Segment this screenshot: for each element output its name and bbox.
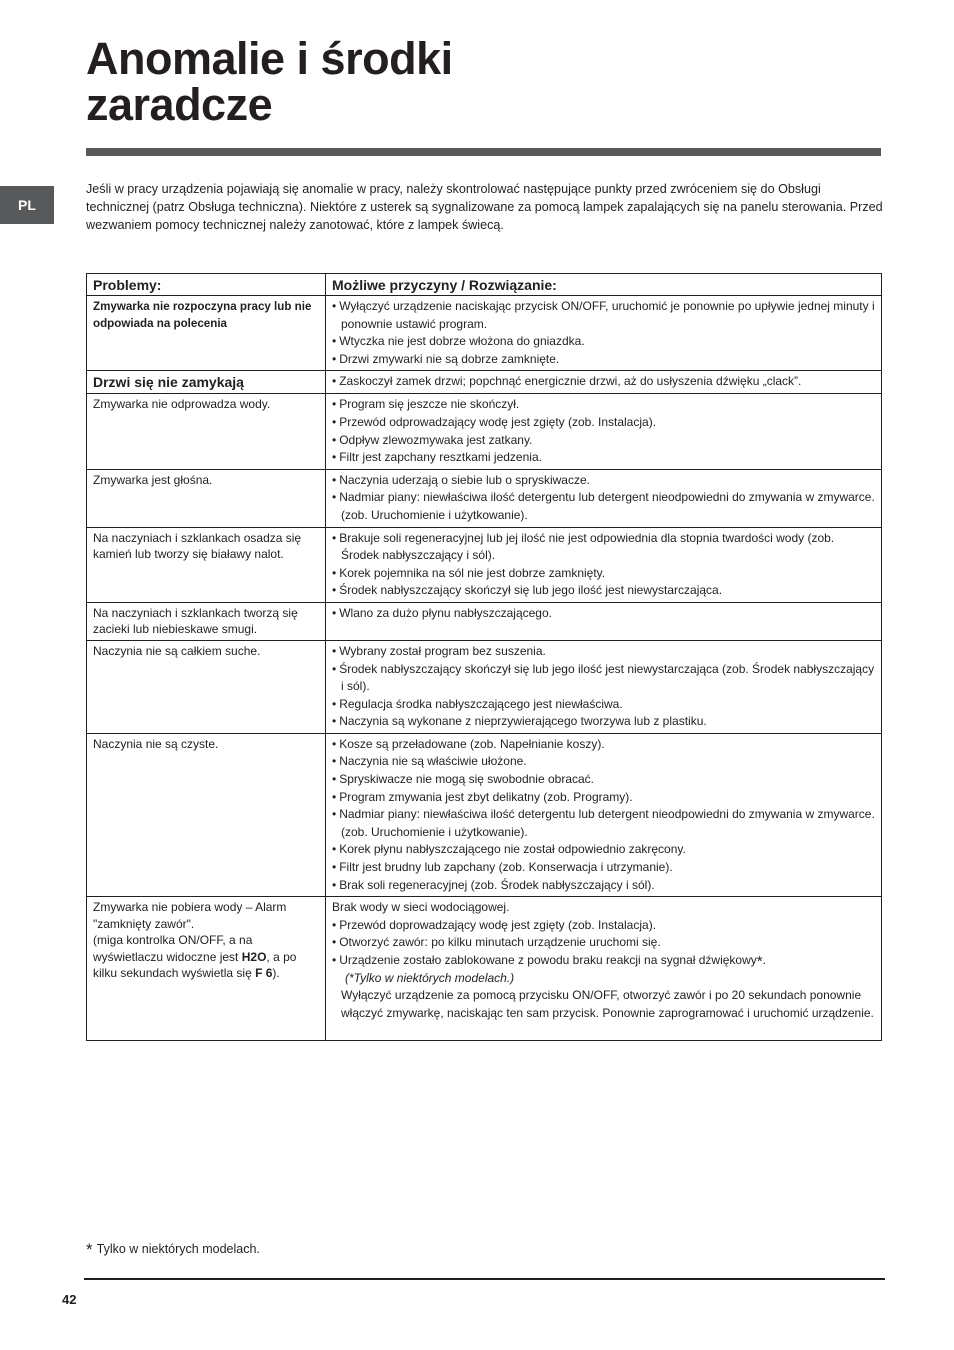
page-title bbox=[86, 33, 453, 130]
problem-text: , a po kilku sekundach wyświetla się bbox=[93, 949, 297, 981]
problem-cell: Zmywarka jest głośna. bbox=[87, 469, 326, 527]
problem-text: ). bbox=[272, 966, 280, 981]
cause-item: • Kosze są przeładowane (zob. Napełnianie koszy). bbox=[332, 736, 875, 754]
header-causes: Możliwe przyczyny / Rozwiązanie: bbox=[326, 274, 882, 296]
problem-cell: Naczynia nie są czyste. bbox=[87, 733, 326, 896]
title-line-2: zaradcze bbox=[86, 79, 273, 130]
problem-cell: Drzwi się nie zamykają bbox=[87, 371, 326, 394]
cause-item: • Drzwi zmywarki nie są dobrze zamknięte. bbox=[332, 351, 875, 369]
problem-cell: Na naczyniach i szklankach tworzą się zacieki lub niebieskawe smugi. bbox=[87, 602, 326, 640]
cause-item: • Spryskiwacze nie mogą się swobodnie obracać. bbox=[332, 771, 875, 789]
cause-text: Urządzenie zostało zablokowane z powodu braku reakcji na sygnał dźwiękowy bbox=[339, 953, 757, 967]
page-number: 42 bbox=[62, 1292, 77, 1307]
cause-item: • Naczynia nie są właściwie ułożone. bbox=[332, 753, 875, 771]
problem-cell: Zmywarka nie odprowadza wody. bbox=[87, 394, 326, 469]
intro-paragraph: Jeśli w pracy urządzenia pojawiają się anomalie w pracy, należy skontrolować następujące punkty przed zwróceniem się do Obsługi technicznej (patrz Obsługa techniczna). Niektóre z usterek są sygnalizowane za pomocą lampek zapalających się na panelu sterowania. Przed wezwaniem pomocy technicznej należy zanotować, które z lampek świecą. bbox=[86, 182, 883, 232]
title-divider bbox=[86, 148, 881, 156]
display-code-f6: F 6 bbox=[255, 966, 273, 981]
cause-item: • Korek płynu nabłyszczającego nie został odpowiednio zakręcony. bbox=[332, 841, 875, 859]
display-code-h2o: H2O bbox=[241, 949, 267, 964]
table-header-row bbox=[87, 274, 882, 296]
instruction-text: Wyłączyć urządzenie za pomocą przycisku ON/OFF, otworzyć zawór i po 20 sekundach ponownie włączyć zmywarkę, naciskając ten sam przycisk. Ponownie zaprogramować i uruchomić urządzenie. bbox=[341, 988, 874, 1020]
cause-item: • Środek nabłyszczający skończył się lub jego ilość jest niewystarczająca (zob. Środek nabłyszczający i sól). bbox=[332, 661, 875, 696]
table-row bbox=[87, 296, 882, 371]
problem-cell: Zmywarka nie rozpoczyna pracy lub nie odpowiada na polecenia bbox=[87, 296, 326, 371]
footnote-asterisk: * bbox=[86, 1240, 93, 1259]
causes-cell bbox=[326, 897, 882, 1041]
cause-item: • Program zmywania jest zbyt delikatny (zob. Programy). bbox=[332, 789, 875, 807]
problem-cell: Na naczyniach i szklankach osadza się kamień lub tworzy się białawy nalot. bbox=[87, 527, 326, 602]
table-row bbox=[87, 371, 882, 394]
causes-cell bbox=[326, 394, 882, 469]
cause-item: • Wybrany został program bez suszenia. bbox=[332, 643, 875, 661]
cause-item: • Przewód odprowadzający wodę jest zgięty (zob. Instalacja). bbox=[332, 414, 875, 432]
cause-item: • Zaskoczył zamek drzwi; popchnąć energicznie drzwi, aż do usłyszenia dźwięku „clack”. bbox=[332, 373, 875, 391]
table-row bbox=[87, 602, 882, 640]
cause-item: • Środek nabłyszczający skończył się lub jego ilość jest niewystarczająca. bbox=[332, 582, 875, 600]
footnote bbox=[86, 1240, 260, 1260]
problem-text: (miga kontrolka ON/OFF, a na wyświetlaczu widoczne jest bbox=[93, 933, 253, 964]
footnote-text: Tylko w niektórych modelach. bbox=[96, 1242, 260, 1256]
cause-item: • Wlano za dużo płynu nabłyszczającego. bbox=[332, 605, 875, 623]
table-row bbox=[87, 527, 882, 602]
causes-cell bbox=[326, 296, 882, 371]
causes-cell bbox=[326, 640, 882, 733]
cause-item: • Przewód doprowadzający wodę jest zgięty (zob. Instalacja). bbox=[332, 917, 875, 935]
causes-cell bbox=[326, 602, 882, 640]
causes-cell bbox=[326, 733, 882, 896]
table-row bbox=[87, 469, 882, 527]
cause-item: • Odpływ zlewozmywaka jest zatkany. bbox=[332, 432, 875, 450]
asterisk: * bbox=[756, 953, 763, 970]
cause-text-end: . bbox=[762, 953, 766, 967]
cause-item: • Nadmiar piany: niewłaściwa ilość detergentu lub detergent nieodpowiedni do zmywania w zmywarce. (zob. Uruchomienie i użytkowanie). bbox=[332, 489, 875, 524]
cause-item: • Filtr jest zapchany resztkami jedzenia. bbox=[332, 449, 875, 467]
cause-item: • Brak soli regeneracyjnej (zob. Środek nabłyszczający i sól). bbox=[332, 877, 875, 895]
cause-item: • Brakuje soli regeneracyjnej lub jej ilość nie jest odpowiednia dla stopnia twardości wody (zob. Środek nabłyszczający i sól). bbox=[332, 530, 875, 565]
table-row bbox=[87, 394, 882, 469]
cause-item: • Regulacja środka nabłyszczającego jest niewłaściwa. bbox=[332, 696, 875, 714]
table-row bbox=[87, 733, 882, 896]
causes-cell bbox=[326, 371, 882, 394]
cause-item: • Wtyczka nie jest dobrze włożona do gniazdka. bbox=[332, 333, 875, 351]
language-tab: PL bbox=[0, 186, 54, 224]
table-row bbox=[87, 640, 882, 733]
cause-item: • Korek pojemnika na sól nie jest dobrze zamknięty. bbox=[332, 565, 875, 583]
cause-item bbox=[332, 952, 875, 970]
cause-item: • Nadmiar piany: niewłaściwa ilość detergentu lub detergent nieodpowiedni do zmywania w zmywarce. (zob. Uruchomienie i użytkowanie). bbox=[332, 806, 875, 841]
problem-cell: Naczynia nie są całkiem suche. bbox=[87, 640, 326, 733]
troubleshooting-table bbox=[86, 273, 882, 1041]
causes-cell bbox=[326, 469, 882, 527]
header-problems: Problemy: bbox=[87, 274, 326, 296]
model-note: (*Tylko w niektórych modelach.) bbox=[345, 970, 515, 985]
cause-lead: Brak wody w sieci wodociągowej. bbox=[332, 900, 510, 915]
cause-item: • Program się jeszcze nie skończył. bbox=[332, 396, 875, 414]
title-line-1: Anomalie i środki bbox=[86, 33, 453, 84]
cause-item: • Naczynia są wykonane z nieprzywierającego tworzywa lub z plastiku. bbox=[332, 713, 875, 731]
causes-cell bbox=[326, 527, 882, 602]
footer-divider bbox=[84, 1278, 885, 1280]
problem-cell bbox=[87, 897, 326, 1041]
table-row bbox=[87, 897, 882, 1041]
cause-item: • Naczynia uderzają o siebie lub o spryskiwacze. bbox=[332, 472, 875, 490]
cause-item: • Filtr jest brudny lub zapchany (zob. Konserwacja i utrzymanie). bbox=[332, 859, 875, 877]
cause-item: • Otworzyć zawór: po kilku minutach urządzenie uruchomi się. bbox=[332, 934, 875, 952]
cause-item: • Wyłączyć urządzenie naciskając przycisk ON/OFF, uruchomić je ponownie po upływie jednej minuty i ponownie ustawić program. bbox=[332, 298, 875, 333]
problem-text: Zmywarka nie pobiera wody – Alarm "zamknięty zawór". bbox=[93, 900, 287, 931]
